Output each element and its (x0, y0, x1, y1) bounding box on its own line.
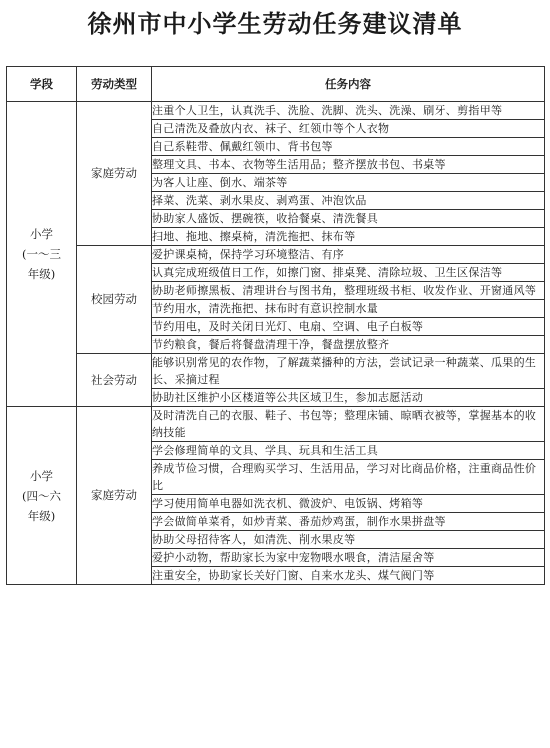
task-cell: 扫地、拖地、擦桌椅，清洗拖把、抹布等 (152, 228, 545, 246)
task-cell: 节约用电，及时关闭日光灯、电扇、空调、电子白板等 (152, 318, 545, 336)
header-content: 任务内容 (152, 67, 545, 102)
task-cell: 节约用水，清洗拖把、抹布时有意识控制水量 (152, 300, 545, 318)
task-cell: 爱护小动物，帮助家长为家中宠物喂水喂食，清洁屋舍等 (152, 549, 545, 567)
task-cell: 养成节俭习惯，合理购买学习、生活用品，学习对比商品价格，注重商品性价比 (152, 460, 545, 495)
task-table (6, 66, 545, 585)
labor-type-cell: 社会劳动 (77, 354, 152, 407)
table-row (7, 102, 545, 120)
task-cell: 协助家人盛饭、摆碗筷，收拾餐桌、清洗餐具 (152, 210, 545, 228)
stage-label (7, 224, 76, 284)
labor-type-cell: 家庭劳动 (77, 407, 152, 585)
stage-cell (7, 407, 77, 585)
task-cell: 认真完成班级值日工作，如擦门窗、排桌凳、清除垃圾、卫生区保洁等 (152, 264, 545, 282)
document-title: 徐州市中小学生劳动任务建议清单 (87, 10, 463, 38)
stage-label-line: (一～三 (22, 247, 61, 261)
labor-type-cell: 家庭劳动 (77, 102, 152, 246)
table-body (7, 102, 545, 585)
task-cell: 自己清洗及叠放内衣、袜子、红领巾等个人衣物 (152, 120, 545, 138)
stage-label-line: 小学 (30, 227, 53, 241)
table-row (7, 246, 545, 264)
task-cell: 注重个人卫生，认真洗手、洗脸、洗脚、洗头、洗澡、刷牙、剪指甲等 (152, 102, 545, 120)
labor-type-cell: 校园劳动 (77, 246, 152, 354)
task-cell: 为客人让座、倒水、端茶等 (152, 174, 545, 192)
table-row (7, 354, 545, 389)
table-header-row (7, 67, 545, 102)
stage-label-line: (四～六 (22, 488, 61, 503)
stage-label-line: 年级) (27, 267, 56, 281)
header-stage: 学段 (7, 67, 77, 102)
task-cell: 学会修理简单的文具、学具、玩具和生活工具 (152, 442, 545, 460)
task-cell: 节约粮食，餐后将餐盘清理干净，餐盘摆放整齐 (152, 336, 545, 354)
table-row (7, 407, 545, 442)
task-cell: 自己系鞋带、佩戴红领巾、背书包等 (152, 138, 545, 156)
task-cell: 协助父母招待客人，如清洗、削水果皮等 (152, 531, 545, 549)
stage-label (7, 466, 76, 526)
stage-label-line: 小学 (30, 468, 53, 483)
task-cell: 注重安全，协助家长关好门窗、自来水龙头、煤气阀门等 (152, 567, 545, 585)
stage-cell (7, 102, 77, 407)
task-cell: 择菜、洗菜、剥水果皮、剥鸡蛋、冲泡饮品 (152, 192, 545, 210)
header-type: 劳动类型 (77, 67, 152, 102)
stage-label-line: 年级) (27, 508, 56, 523)
task-cell: 及时清洗自己的衣服、鞋子、书包等；整理床铺、晾晒衣被等，掌握基本的收纳技能 (152, 407, 545, 442)
task-cell: 爱护课桌椅，保持学习环境整洁、有序 (152, 246, 545, 264)
task-cell: 学会做简单菜肴，如炒青菜、番茄炒鸡蛋，制作水果拼盘等 (152, 513, 545, 531)
task-cell: 能够识别常见的农作物，了解蔬菜播种的方法，尝试记录一种蔬菜、瓜果的生长、采摘过程 (152, 354, 545, 389)
task-cell: 整理文具、书本、衣物等生活用品；整齐摆放书包、书桌等 (152, 156, 545, 174)
task-cell: 协助社区维护小区楼道等公共区域卫生，参加志愿活动 (152, 389, 545, 407)
task-cell: 学习使用简单电器如洗衣机、微波炉、电饭锅、烤箱等 (152, 495, 545, 513)
task-cell: 协助老师擦黑板、清理讲台与图书角，整理班级书柜、收发作业、开窗通风等 (152, 282, 545, 300)
